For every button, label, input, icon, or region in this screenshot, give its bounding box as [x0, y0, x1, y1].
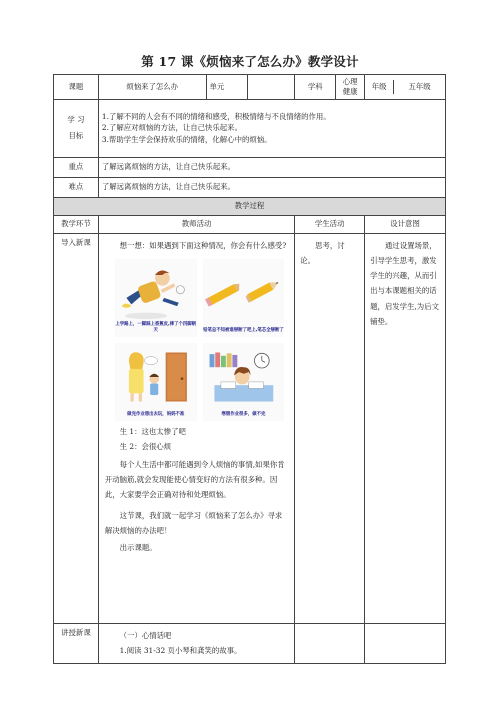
- header-student: 学生活动: [295, 215, 365, 233]
- lesson-plan-table: [53, 74, 446, 664]
- key-point-label: 重点: [54, 157, 99, 177]
- subject-label: 学科: [295, 75, 336, 100]
- lecture-intent: [365, 623, 446, 663]
- goals-label-line2: 目标: [68, 131, 84, 141]
- intro-student: 思考，讨论。: [295, 233, 365, 623]
- goal-item: 2.了解应对烦恼的方法，让自己快乐起来。: [101, 123, 242, 133]
- broken-pencil-image: [203, 259, 285, 337]
- mother-refuses-image: [115, 343, 197, 421]
- student-answer-2: 生 2：会很心烦: [119, 442, 172, 452]
- process-title: 教学过程: [54, 197, 446, 215]
- homework-image: [203, 343, 285, 421]
- image-caption: 寒假作业很多，做不完: [221, 412, 266, 418]
- goal-item: 1.了解不同的人会有不同的情绪和感受，积极情绪与不良情绪的作用。: [101, 111, 331, 121]
- broken-pencil-illustration: [203, 259, 285, 327]
- lesson-label: 课题: [54, 75, 99, 100]
- intro-paragraph: 每个人生活中都可能遇到令人烦恼的事情,如果你肯开动脑筋,就会发现能使心情变好的方法有很多种。因此，大家要学会正确对待和处理烦恼。: [104, 460, 285, 500]
- page-title: 第 17 课《烦恼来了怎么办》教学设计: [141, 54, 359, 69]
- subject-value: 心理健康: [336, 75, 365, 100]
- lecture-student: [295, 623, 365, 663]
- mother-child-illustration: [115, 343, 197, 411]
- key-point-value: 了解远离烦恼的方法，让自己快乐起来。: [98, 157, 445, 177]
- lecture-section: （一）心情话吧: [119, 630, 172, 640]
- image-caption: 铅笔总不知被谁掰断了吧上,笔芯全掰断了: [203, 328, 284, 334]
- goals-list: [98, 99, 445, 157]
- student-answer-1: 生 1：这也太惨了吧: [119, 427, 186, 437]
- lecture-teacher-cell: [98, 623, 294, 663]
- banana-slip-image: [115, 259, 197, 337]
- unit-label: 单元: [206, 75, 248, 100]
- homework-stress-illustration: [203, 343, 285, 411]
- show-title: 出示课题。: [119, 542, 157, 552]
- lecture-item-1: 1.阅读 31-32 页小琴和龚笑的故事。: [119, 646, 242, 656]
- unit-value: [248, 75, 295, 100]
- intro-stage: 导入新课: [54, 233, 99, 623]
- difficulty-value: 了解远离烦恼的方法，让自己快乐起来。: [98, 177, 445, 197]
- intro-teacher-cell: [98, 233, 294, 623]
- falling-boy-illustration: [115, 259, 197, 327]
- lecture-stage: 讲授新课: [54, 623, 99, 663]
- difficulty-label: 难点: [54, 177, 99, 197]
- lesson-value: 烦恼来了怎么办: [98, 75, 206, 100]
- goals-label: [54, 99, 99, 157]
- goals-label-line1: 学 习: [67, 115, 85, 125]
- teacher-question: 想一想：如果遇到下面这种情况，你会有什么感受?: [119, 240, 287, 250]
- goal-item: 3.帮助学生学会保持欢乐的情绪，化解心中的烦恼。: [101, 134, 272, 144]
- header-stage: 教学环节: [54, 215, 99, 233]
- image-caption: 做完作业想出去玩，妈妈不准: [127, 412, 185, 418]
- intro-intent: 通过设置场景，引导学生思考，激发学生的兴趣，从而引出与本课题相关的话题，启发学生,为后文铺垫。: [365, 233, 446, 623]
- intro-paragraph-2: 这节课，我们就一起学习《烦恼来了怎么办》寻求解决烦恼的办法吧！: [104, 510, 283, 535]
- header-intent: 设计意图: [365, 215, 446, 233]
- grade-cell: [365, 75, 446, 100]
- grade-label: 年级: [365, 80, 394, 94]
- image-caption: 上学路上，一脚踩上香蕉皮,摔了个四脚朝天: [115, 322, 197, 334]
- header-teacher: 教师活动: [98, 215, 294, 233]
- grade-value: 五年级: [408, 81, 431, 91]
- scenario-images: [115, 259, 284, 421]
